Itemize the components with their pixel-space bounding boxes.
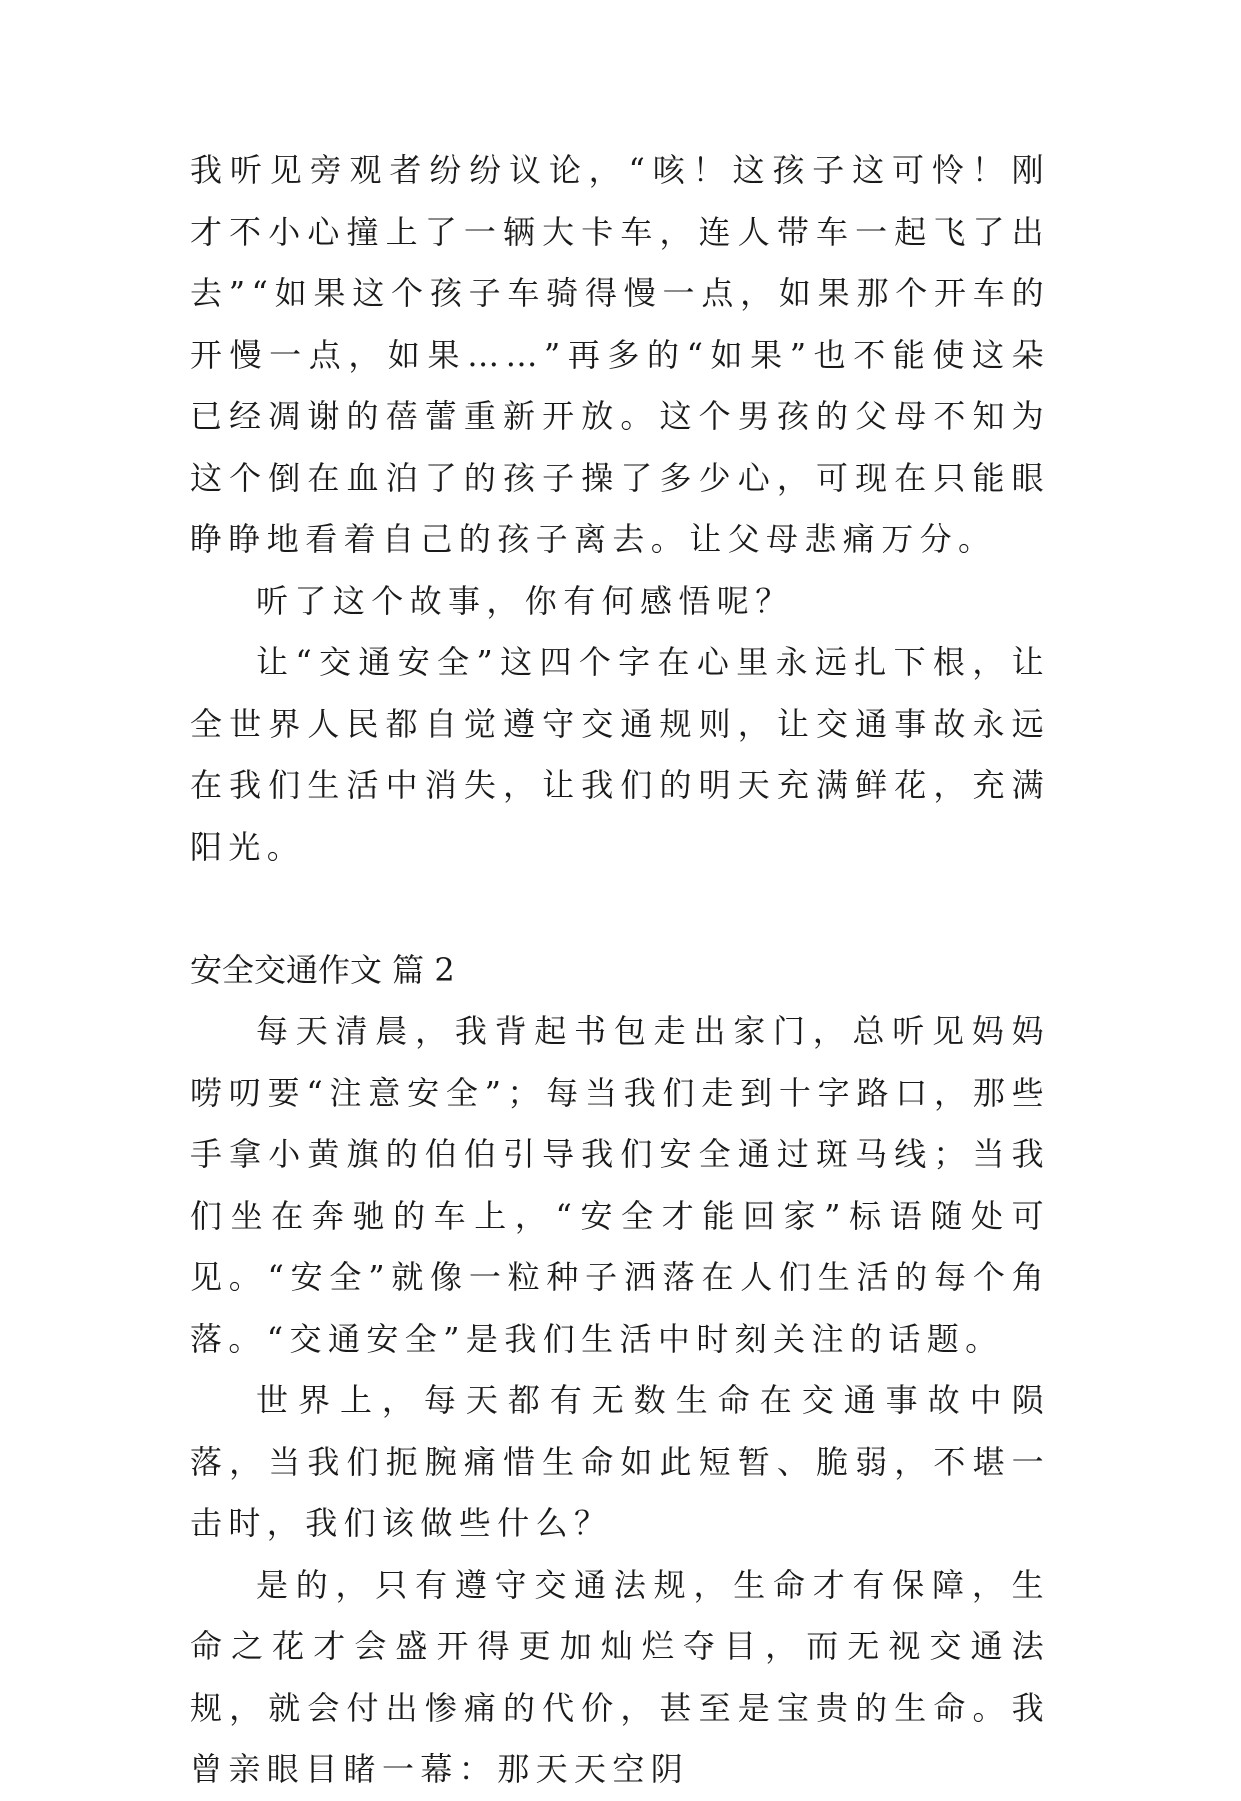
body-paragraph: 听了这个故事，你有何感悟呢？ (256, 581, 794, 620)
body-paragraph: 每天清晨，我背起书包走出家门，总听见妈妈唠叨要“注意安全”；每当我们走到十字路口，那些手拿小黄旗的伯伯引导我们安全通过斑马线；当我们坐在奔驰的车上，“安全才能回家”标语随处可见。“安全”就像一粒种子洒落在人们生活的每个角落。“交通安全”是我们生活中时刻关注的话题。 (190, 1012, 1050, 1358)
body-paragraph: 是的，只有遵守交通法规，生命才有保障，生命之花才会盛开得更加灿烂夺目，而无视交通法规，就会付出惨痛的代价，甚至是宝贵的生命。我曾亲眼目睹一幕：那天天空阴 (190, 1565, 1050, 1788)
body-paragraph: 让“交通安全”这四个字在心里永远扎下根，让全世界人民都自觉遵守交通规则，让交通事故永远在我们生活中消失，让我们的明天充满鲜花，充满阳光。 (190, 643, 1050, 866)
body-paragraph: 我听见旁观者纷纷议论，“咳！这孩子这可怜！刚才不小心撞上了一辆大卡车，连人带车一起飞了出去”“如果这个孩子车骑得慢一点，如果那个开车的开慢一点，如果……”再多的“如果”也不能使这朵已经凋谢的蓓蕾重新开放。这个男孩的父母不知为这个倒在血泊了的孩子操了多少心，可现在只能眼睁睁地看着自己的孩子离去。让父母悲痛万分。 (190, 151, 1050, 558)
section-heading: 安全交通作文 篇 2 (190, 950, 455, 989)
document-page (190, 140, 1050, 1801)
section-spacer (190, 878, 1050, 940)
body-paragraph: 世界上，每天都有无数生命在交通事故中陨落，当我们扼腕痛惜生命如此短暂、脆弱，不堪一击时，我们该做些什么？ (190, 1381, 1050, 1542)
